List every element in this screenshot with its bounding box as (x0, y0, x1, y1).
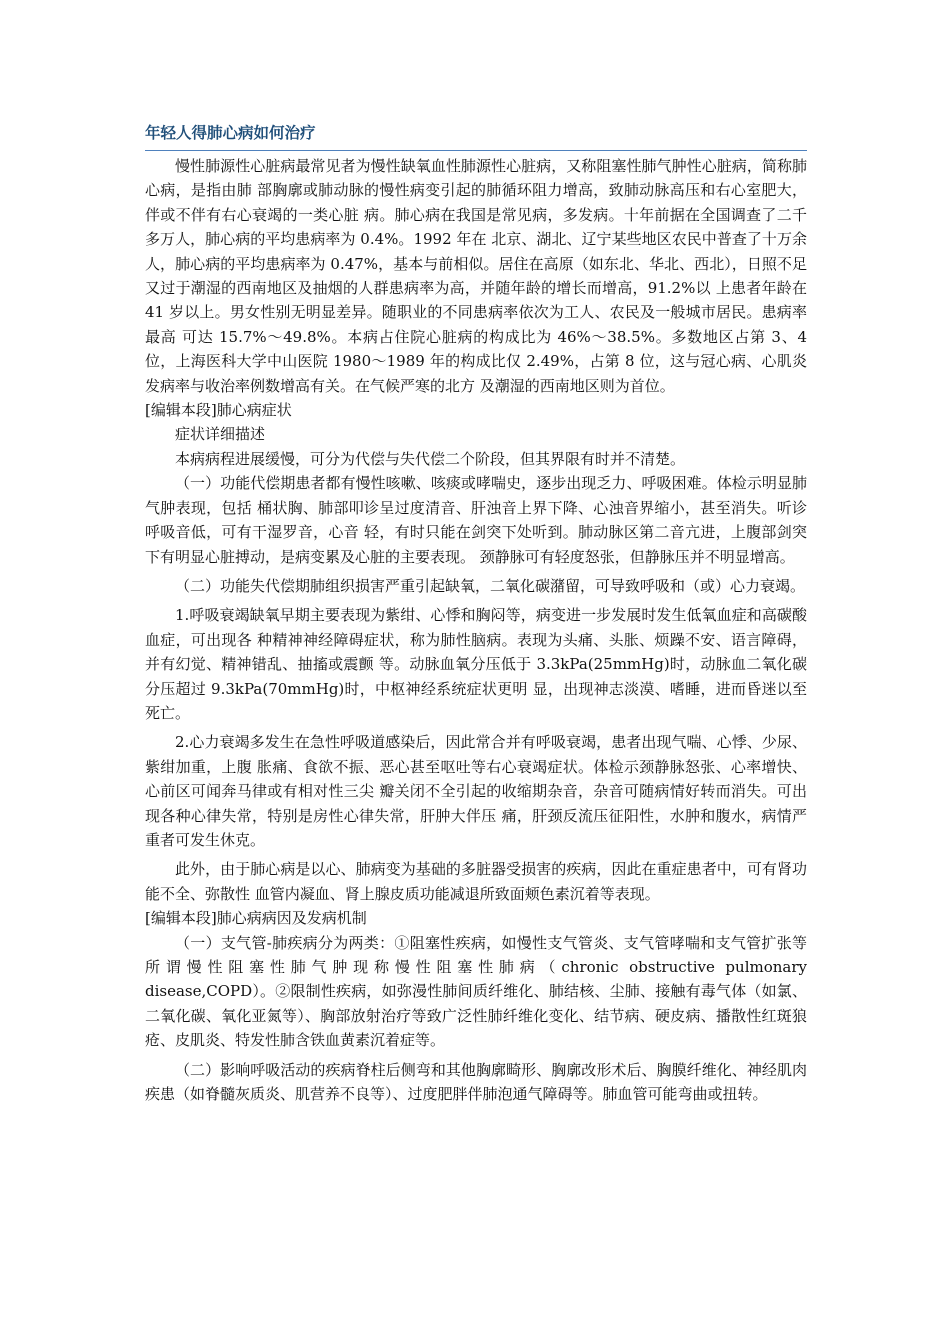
document-title: 年轻人得肺心病如何治疗 (145, 124, 316, 142)
symptoms-paragraph: （二）功能失代偿期肺组织损害严重引起缺氧，二氧化碳潴留，可导致呼吸和（或）心力衰竭。 (175, 576, 806, 595)
etiology-paragraph: （一）支气管-肺疾病分为两类：①阻塞性疾病，如慢性支气管炎、支气管哮喘和支气管扩张等所谓慢性阻塞性肺气肿现称慢性阻塞性肺病（chronic obstructive pulmonary disease,COPD）。②限制性疾病，如弥漫性肺间质纤维化、肺结核、尘肺、接触有毒气体（如氯、二氧化碳、氧化亚氮等）、胸部放射治疗等致广泛性肺纤维化变化、结节病、硬皮病、播散性红斑狼疮、皮肌炎、特发性肺含铁血黄素沉着症等。 (145, 933, 807, 1050)
symptoms-paragraph: （一）功能代偿期患者都有慢性咳嗽、咳痰或哮喘史，逐步出现乏力、呼吸困难。体检示明显肺气肿表现，包括 桶状胸、肺部叩诊呈过度清音、肝浊音上界下降、心浊音界缩小，甚至消失。听诊呼吸音低，可有干湿罗音，心音 轻，有时只能在剑突下处听到。肺动脉区第二音亢进，上腹部剑突下有明显心脏搏动，是病变累及心脏的主要表现。 颈静脉可有轻度怒张，但静脉压并不明显增高。 (145, 474, 807, 566)
intro-paragraph: 慢性肺源性心脏病最常见者为慢性缺氧血性肺源性心脏病，又称阻塞性肺气肿性心脏病，简称肺心病，是指由肺 部胸廓或肺动脉的慢性病变引起的肺循环阻力增高，致肺动脉高压和右心室肥大，伴或不伴有右心衰竭的一类心脏 病。肺心病在我国是常见病，多发病。十年前据在全国调查了二千多万人，肺心病的平均患病率为 0.4%。1992 年在 北京、湖北、辽宁某些地区农民中普查了十万余人，肺心病的平均患病率为 0.47%，基本与前相似。居住在高原（如东北、华北、西北），日照不足又过于潮湿的西南地区及抽烟的人群患病率为高，并随年龄的增长而增高，91.2%以 上患者年龄在 41 岁以上。男女性别无明显差异。随职业的不同患病率依次为工人、农民及一般城市居民。患病率最高 可达 15.7%～49.8%。本病占住院心脏病的构成比为 46%～38.5%。多数地区占第 3、4 位，上海医科大学中山医院 1980～1989 年的构成比仅 2.49%，占第 8 位，这与冠心病、心肌炎发病率与收治率例数增高有关。在气候严寒的北方 及潮湿的西南地区则为首位。 (145, 157, 807, 395)
symptoms-paragraph: 1.呼吸衰竭缺氧早期主要表现为紫绀、心悸和胸闷等，病变进一步发展时发生低氧血症和高碳酸血症，可出现各 种精神神经障碍症状，称为肺性脑病。表现为头痛、头胀、烦躁不安、语言障碍，并有幻觉、精神错乱、抽搐或震颤 等。动脉血氧分压低于 3.3kPa(25mmHg)时，动脉血二氧化碳分压超过 9.3kPa(70mmHg)时，中枢神经系统症状更明 显，出现神志淡漠、嗜睡，进而昏迷以至死亡。 (145, 606, 807, 722)
section-subheading-symptoms-detail: 症状详细描述 (175, 425, 266, 444)
symptoms-paragraph: 本病病程进展缓慢，可分为代偿与失代偿二个阶段，但其界限有时并不清楚。 (175, 449, 686, 468)
symptoms-paragraph: 此外，由于肺心病是以心、肺病变为基础的多脏器受损害的疾病，因此在重症患者中，可有肾功能不全、弥散性 血管内凝血、肾上腺皮质功能减退所致面颊色素沉着等表现。 (145, 860, 807, 903)
etiology-paragraph: （二）影响呼吸活动的疾病脊柱后侧弯和其他胸廓畸形、胸廓改形术后、胸膜纤维化、神经肌肉疾患（如脊髓灰质炎、肌营养不良等）、过度肥胖伴肺泡通气障碍等。肺血管可能弯曲或扭转。 (145, 1060, 807, 1104)
section-heading-symptoms: [编辑本段]肺心病症状 (145, 401, 292, 420)
document-page (145, 122, 807, 1106)
section-heading-etiology: [编辑本段]肺心病病因及发病机制 (145, 909, 367, 928)
title-divider (145, 150, 807, 151)
symptoms-paragraph: 2.心力衰竭多发生在急性呼吸道感染后，因此常合并有呼吸衰竭，患者出现气喘、心悸、少尿、紫绀加重，上腹 胀痛、食欲不振、恶心甚至呕吐等右心衰竭症状。体检示颈静脉怒张、心率增快、心前区可闻奔马律或有相对性三尖 瓣关闭不全引起的收缩期杂音，杂音可随病情好转而消失。可出现各种心律失常，特别是房性心律失常，肝肿大伴压 痛，肝颈反流压征阳性，水肿和腹水，病情严重者可发生休克。 (145, 733, 807, 849)
